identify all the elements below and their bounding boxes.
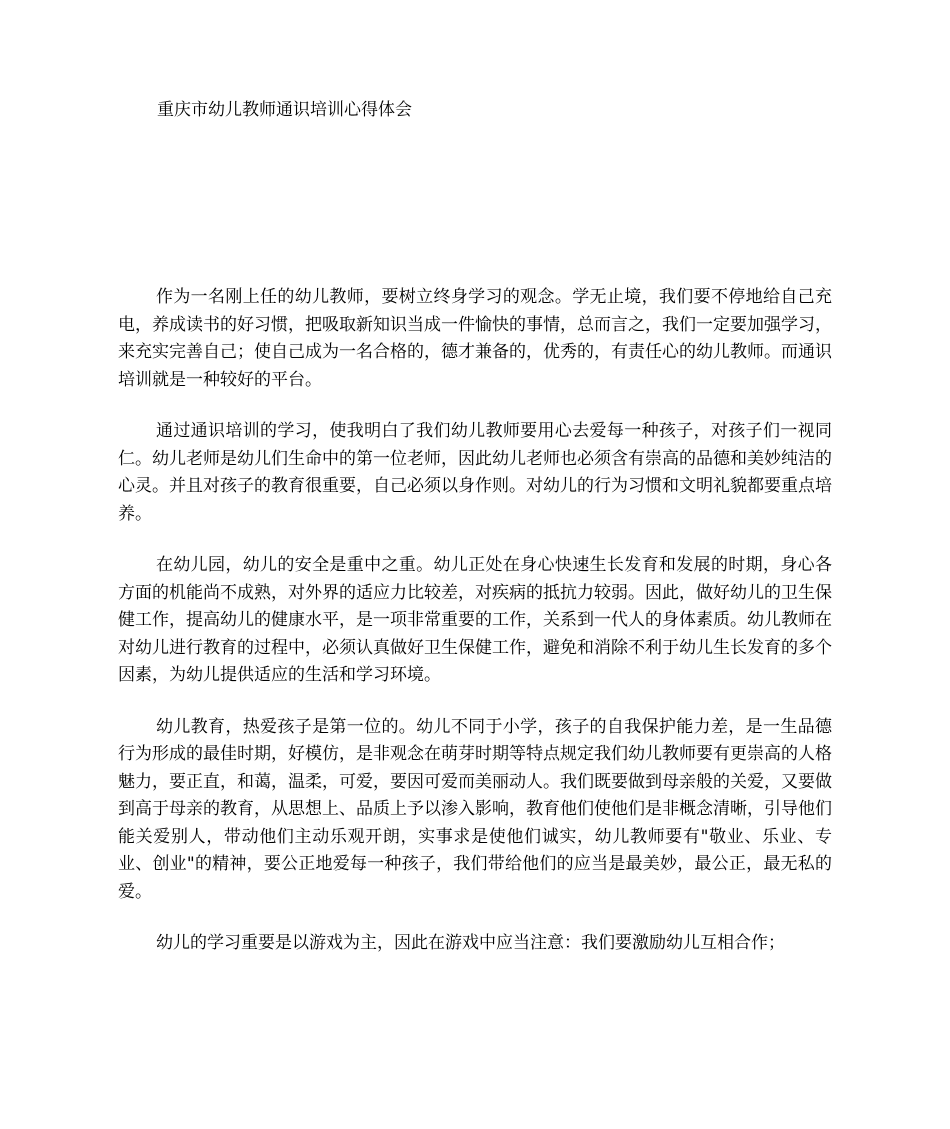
paragraph-4: 幼儿教育，热爱孩子是第一位的。幼儿不同于小学，孩子的自我保护能力差，是一生品德行为形成的最佳时期，好模仿，是非观念在萌芽时期等特点规定我们幼儿教师要有更崇高的人格魅力，要正直，和蔼，温柔，可爱，要因可爱而美丽动人。我们既要做到母亲般的关爱，又要做到高于母亲的教育，从思想上、品质上予以渗入影响，教育他们使他们是非概念清晰，引导他们能关爱别人，带动他们主动乐观开朗，实事求是使他们诚实，幼儿教师要有"敬业、乐业、专业、创业"的精神，要公正地爱每一种孩子，我们带给他们的应当是最美妙，最公正，最无私的爱。	[118, 716, 832, 902]
paragraph-5: 幼儿的学习重要是以游戏为主，因此在游戏中应当注意：我们要激励幼儿互相合作；	[156, 933, 785, 953]
paragraph-2: 通过通识培训的学习，使我明白了我们幼儿教师要用心去爱每一种孩子，对孩子们一视同仁。幼儿老师是幼儿们生命中的第一位老师，因此幼儿老师也必须含有崇高的品德和美妙纯洁的心灵。并且对孩子的教育很重要，自己必须以身作则。对幼儿的行为习惯和文明礼貌都要重点培养。	[118, 421, 832, 524]
document-body	[118, 284, 832, 982]
paragraph-3: 在幼儿园，幼儿的安全是重中之重。幼儿正处在身心快速生长发育和发展的时期，身心各方面的机能尚不成熟，对外界的适应力比较差，对疾病的抵抗力较弱。因此，做好幼儿的卫生保健工作，提高幼儿的健康水平，是一项非常重要的工作，关系到一代人的身体素质。幼儿教师在对幼儿进行教育的过程中，必须认真做好卫生保健工作，避免和消除不利于幼儿生长发育的多个因素，为幼儿提供适应的生活和学习环境。	[118, 555, 832, 685]
document-title: 重庆市幼儿教师通识培训心得体会	[157, 100, 412, 120]
paragraph-1: 作为一名刚上任的幼儿教师，要树立终身学习的观念。学无止境，我们要不停地给自己充电，养成读书的好习惯，把吸取新知识当成一件愉快的事情，总而言之，我们一定要加强学习，来充实完善自己；使自己成为一名合格的，德才兼备的，优秀的，有责任心的幼儿教师。而通识培训就是一种较好的平台。	[118, 287, 832, 390]
